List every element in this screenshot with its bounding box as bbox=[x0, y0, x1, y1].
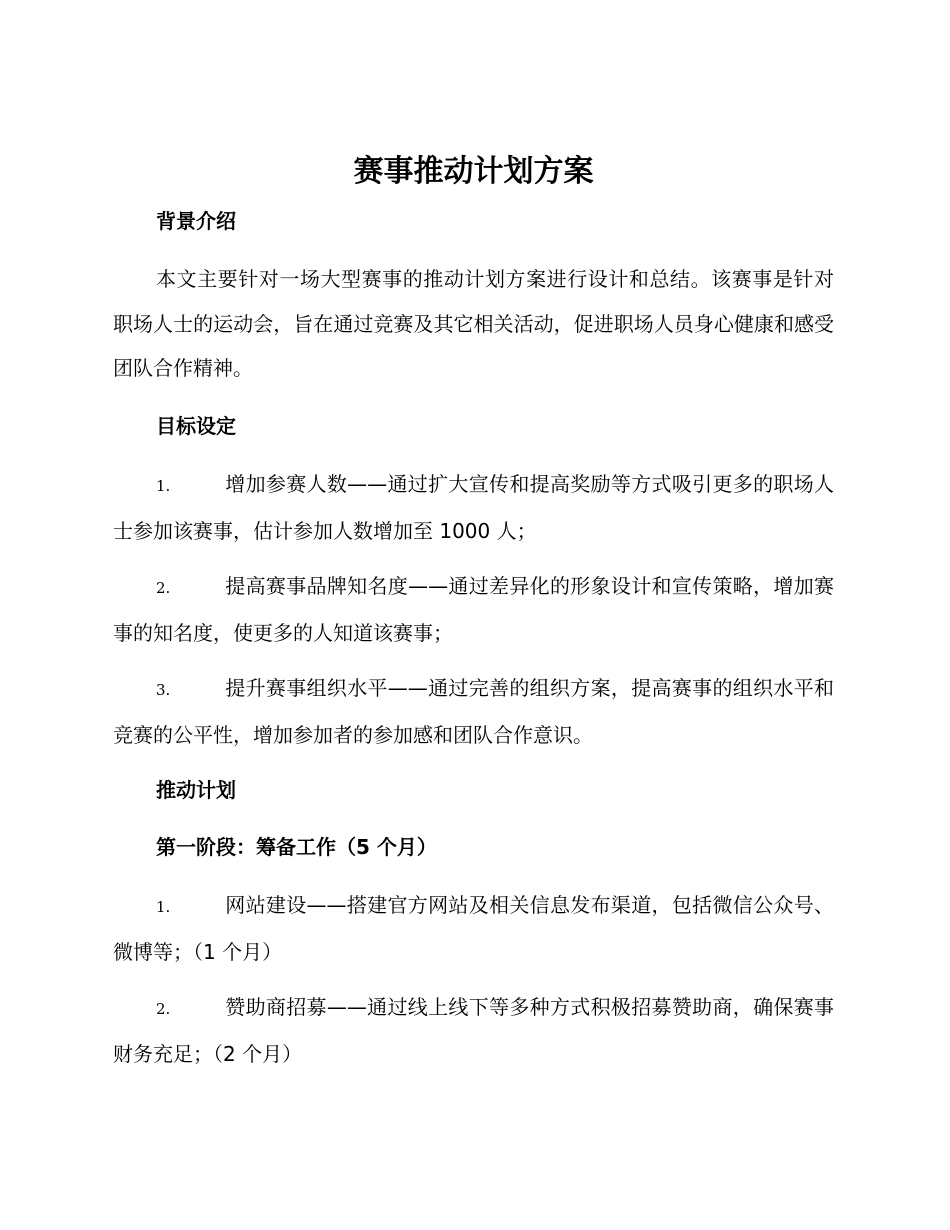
phase1-heading: 第一阶段：筹备工作（5 个月） bbox=[156, 835, 437, 859]
background-paragraph: 本文主要针对一场大型赛事的推动计划方案进行设计和总结。该赛事是针对职场人士的运动会，旨在通过竞赛及其它相关活动，促进职场人员身心健康和感受团队合作精神。 bbox=[113, 267, 834, 380]
phase1-item-2 bbox=[113, 985, 834, 1076]
list-number: 3. bbox=[156, 681, 171, 699]
goal-item-1 bbox=[113, 462, 834, 553]
phase1-text: 赞助商招募——通过线上线下等多种方式积极招募赞助商，确保赛事财务充足；（2 个月） bbox=[113, 995, 834, 1066]
list-number: 1. bbox=[156, 898, 171, 916]
goal-text: 提升赛事组织水平——通过完善的组织方案，提高赛事的组织水平和竞赛的公平性，增加参加者的参加感和团队合作意识。 bbox=[113, 676, 834, 747]
goal-item-2 bbox=[113, 564, 834, 655]
list-number: 2. bbox=[156, 579, 171, 597]
phase1-item-1 bbox=[113, 883, 834, 974]
goal-text: 提高赛事品牌知名度——通过差异化的形象设计和宣传策略，增加赛事的知名度，使更多的人知道该赛事； bbox=[113, 574, 834, 645]
phase1-text: 网站建设——搭建官方网站及相关信息发布渠道，包括微信公众号、微博等；（1 个月） bbox=[113, 893, 834, 964]
page-title: 赛事推动计划方案 bbox=[353, 154, 594, 189]
plan-heading: 推动计划 bbox=[156, 778, 236, 802]
background-heading: 背景介绍 bbox=[156, 209, 236, 233]
goals-heading: 目标设定 bbox=[156, 414, 236, 438]
goal-text: 增加参赛人数——通过扩大宣传和提高奖励等方式吸引更多的职场人士参加该赛事，估计参加人数增加至 1000 人； bbox=[113, 472, 834, 543]
list-number: 1. bbox=[156, 477, 171, 495]
goal-item-3 bbox=[113, 666, 834, 757]
list-number: 2. bbox=[156, 1000, 171, 1018]
